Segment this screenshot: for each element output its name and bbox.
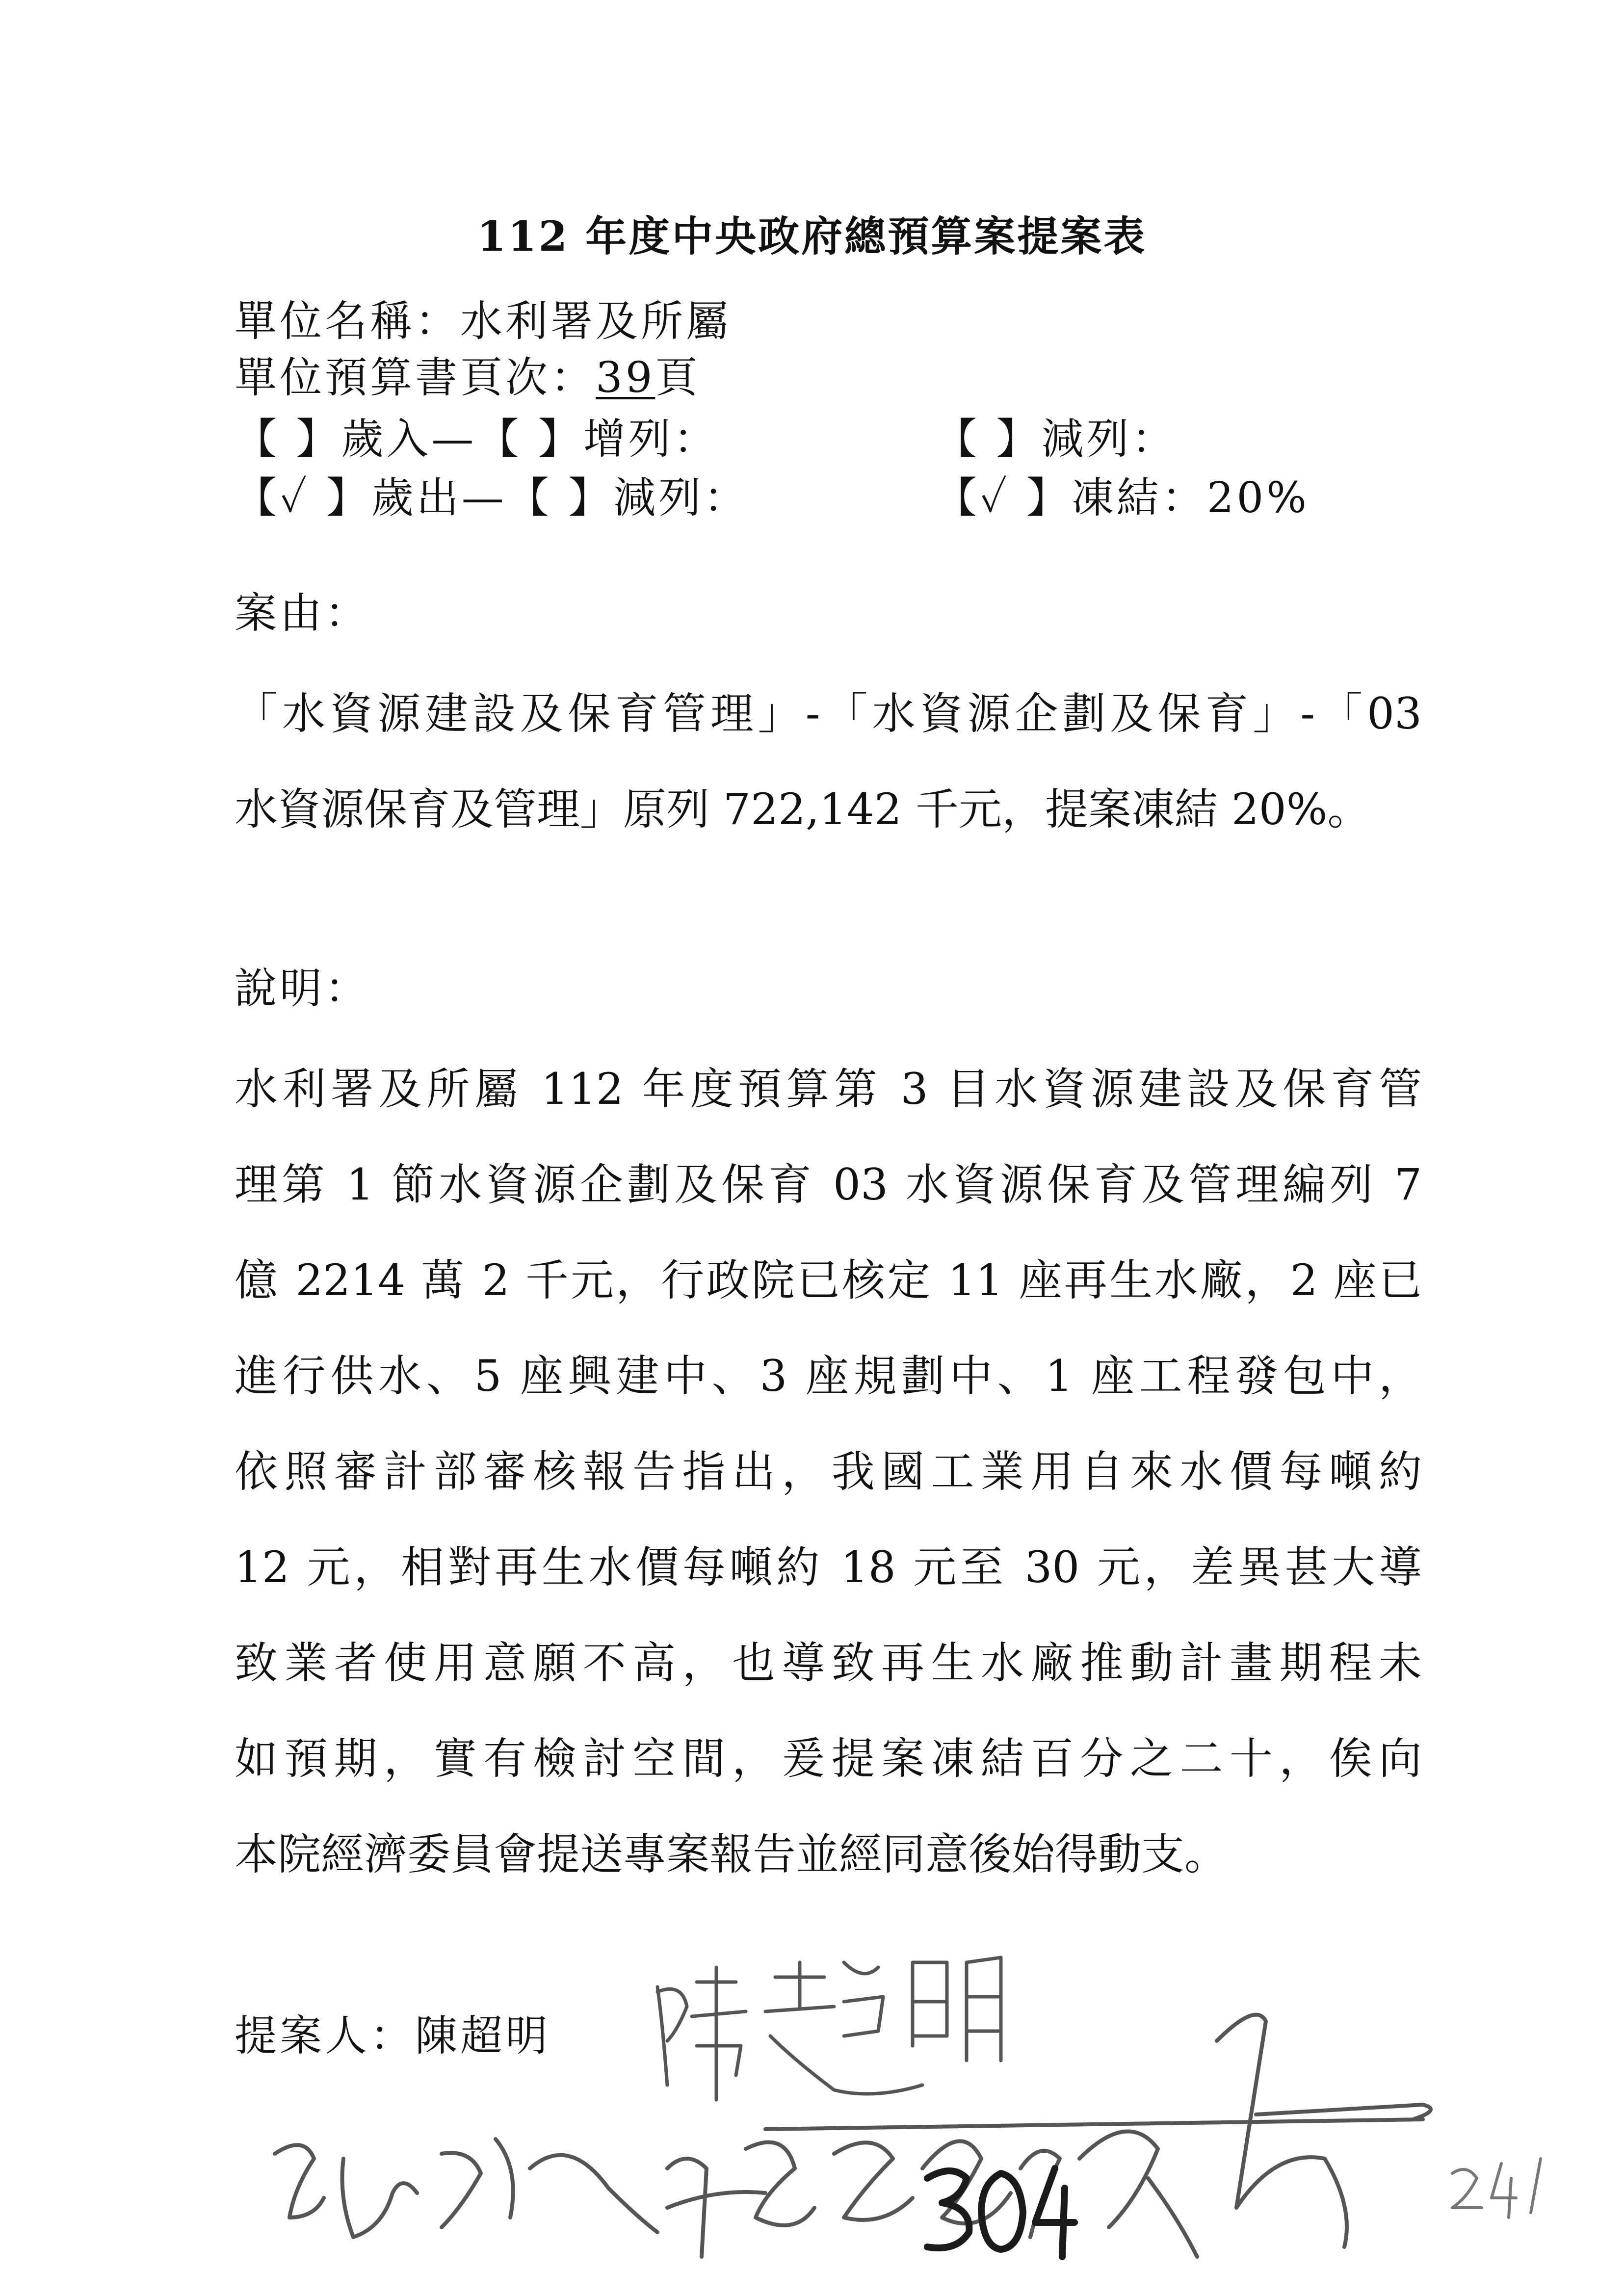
explanation-line: 致業者使用意願不高，也導致再生水廠推動計畫期程未: [235, 1638, 1422, 1688]
explanation-line: 本院經濟委員會提送專案報告並經同意後始得動支。: [235, 1829, 1228, 1879]
explanation-line: 理第 1 節水資源企劃及保育 03 水資源保育及管理編列 7: [235, 1159, 1422, 1210]
revenue-label: 歲入—: [341, 415, 477, 464]
handwritten-page-number: [927, 2168, 1074, 2257]
expense-reduce-label: 減列：: [613, 473, 749, 522]
unit-name-label: 單位名稱：: [235, 297, 460, 346]
explanation-line: 如預期，實有檢討空間，爰提案凍結百分之二十，俟向: [235, 1733, 1422, 1784]
reason-heading: 案由：: [235, 589, 370, 638]
freeze-checkbox: 【✓ 】: [935, 473, 1072, 522]
revenue-reduce-checkbox: 【 】: [935, 415, 1042, 464]
proposer-label: 提案人：: [235, 2011, 415, 2061]
expense-reduce-checkbox: 【 】: [506, 473, 614, 522]
signature-scrawl: [275, 2015, 1431, 2257]
freeze-label: 凍結：: [1071, 473, 1207, 522]
explanation-line: 億 2214 萬 2 千元，行政院已核定 11 座再生水廠，2 座已: [235, 1255, 1422, 1305]
explanation-line: 進行供水、5 座興建中、3 座規劃中、1 座工程發包中，: [235, 1351, 1422, 1401]
revenue-increase-label: 增列：: [583, 415, 719, 464]
corner-number: [1452, 2159, 1541, 2218]
revenue-increase-checkbox: 【 】: [476, 415, 583, 464]
revenue-reduce-label: 減列：: [1041, 415, 1177, 464]
reason-line: 「水資源建設及保育管理」-「水資源企劃及保育」-「03: [235, 688, 1422, 739]
revenue-checkbox: 【 】: [235, 415, 341, 464]
budget-page-suffix: 頁: [655, 353, 701, 402]
freeze-value: 20%: [1206, 473, 1310, 522]
budget-page-value: 39: [596, 353, 655, 402]
explanation-heading: 說明：: [235, 964, 370, 1013]
expense-label: 歲出—: [371, 473, 507, 522]
expense-checkbox: 【✓ 】: [235, 473, 371, 522]
explanation-line: 依照審計部審核報告指出，我國工業用自來水價每噸約: [235, 1446, 1422, 1497]
page-title: 112 年度中央政府總預算案提案表: [477, 212, 1147, 261]
proposer-name: 陳超明: [415, 2011, 550, 2061]
unit-name-value: 水利署及所屬: [460, 297, 731, 346]
signature-chen-chaoming: [657, 1957, 1001, 2100]
budget-page-label: 單位預算書頁次：: [235, 353, 596, 402]
explanation-line: 12 元，相對再生水價每噸約 18 元至 30 元，差異甚大導: [235, 1542, 1422, 1592]
explanation-line: 水利署及所屬 112 年度預算第 3 目水資源建設及保育管: [235, 1064, 1422, 1114]
reason-line: 水資源保育及管理」原列 722,142 千元，提案凍結 20%。: [235, 784, 1371, 835]
